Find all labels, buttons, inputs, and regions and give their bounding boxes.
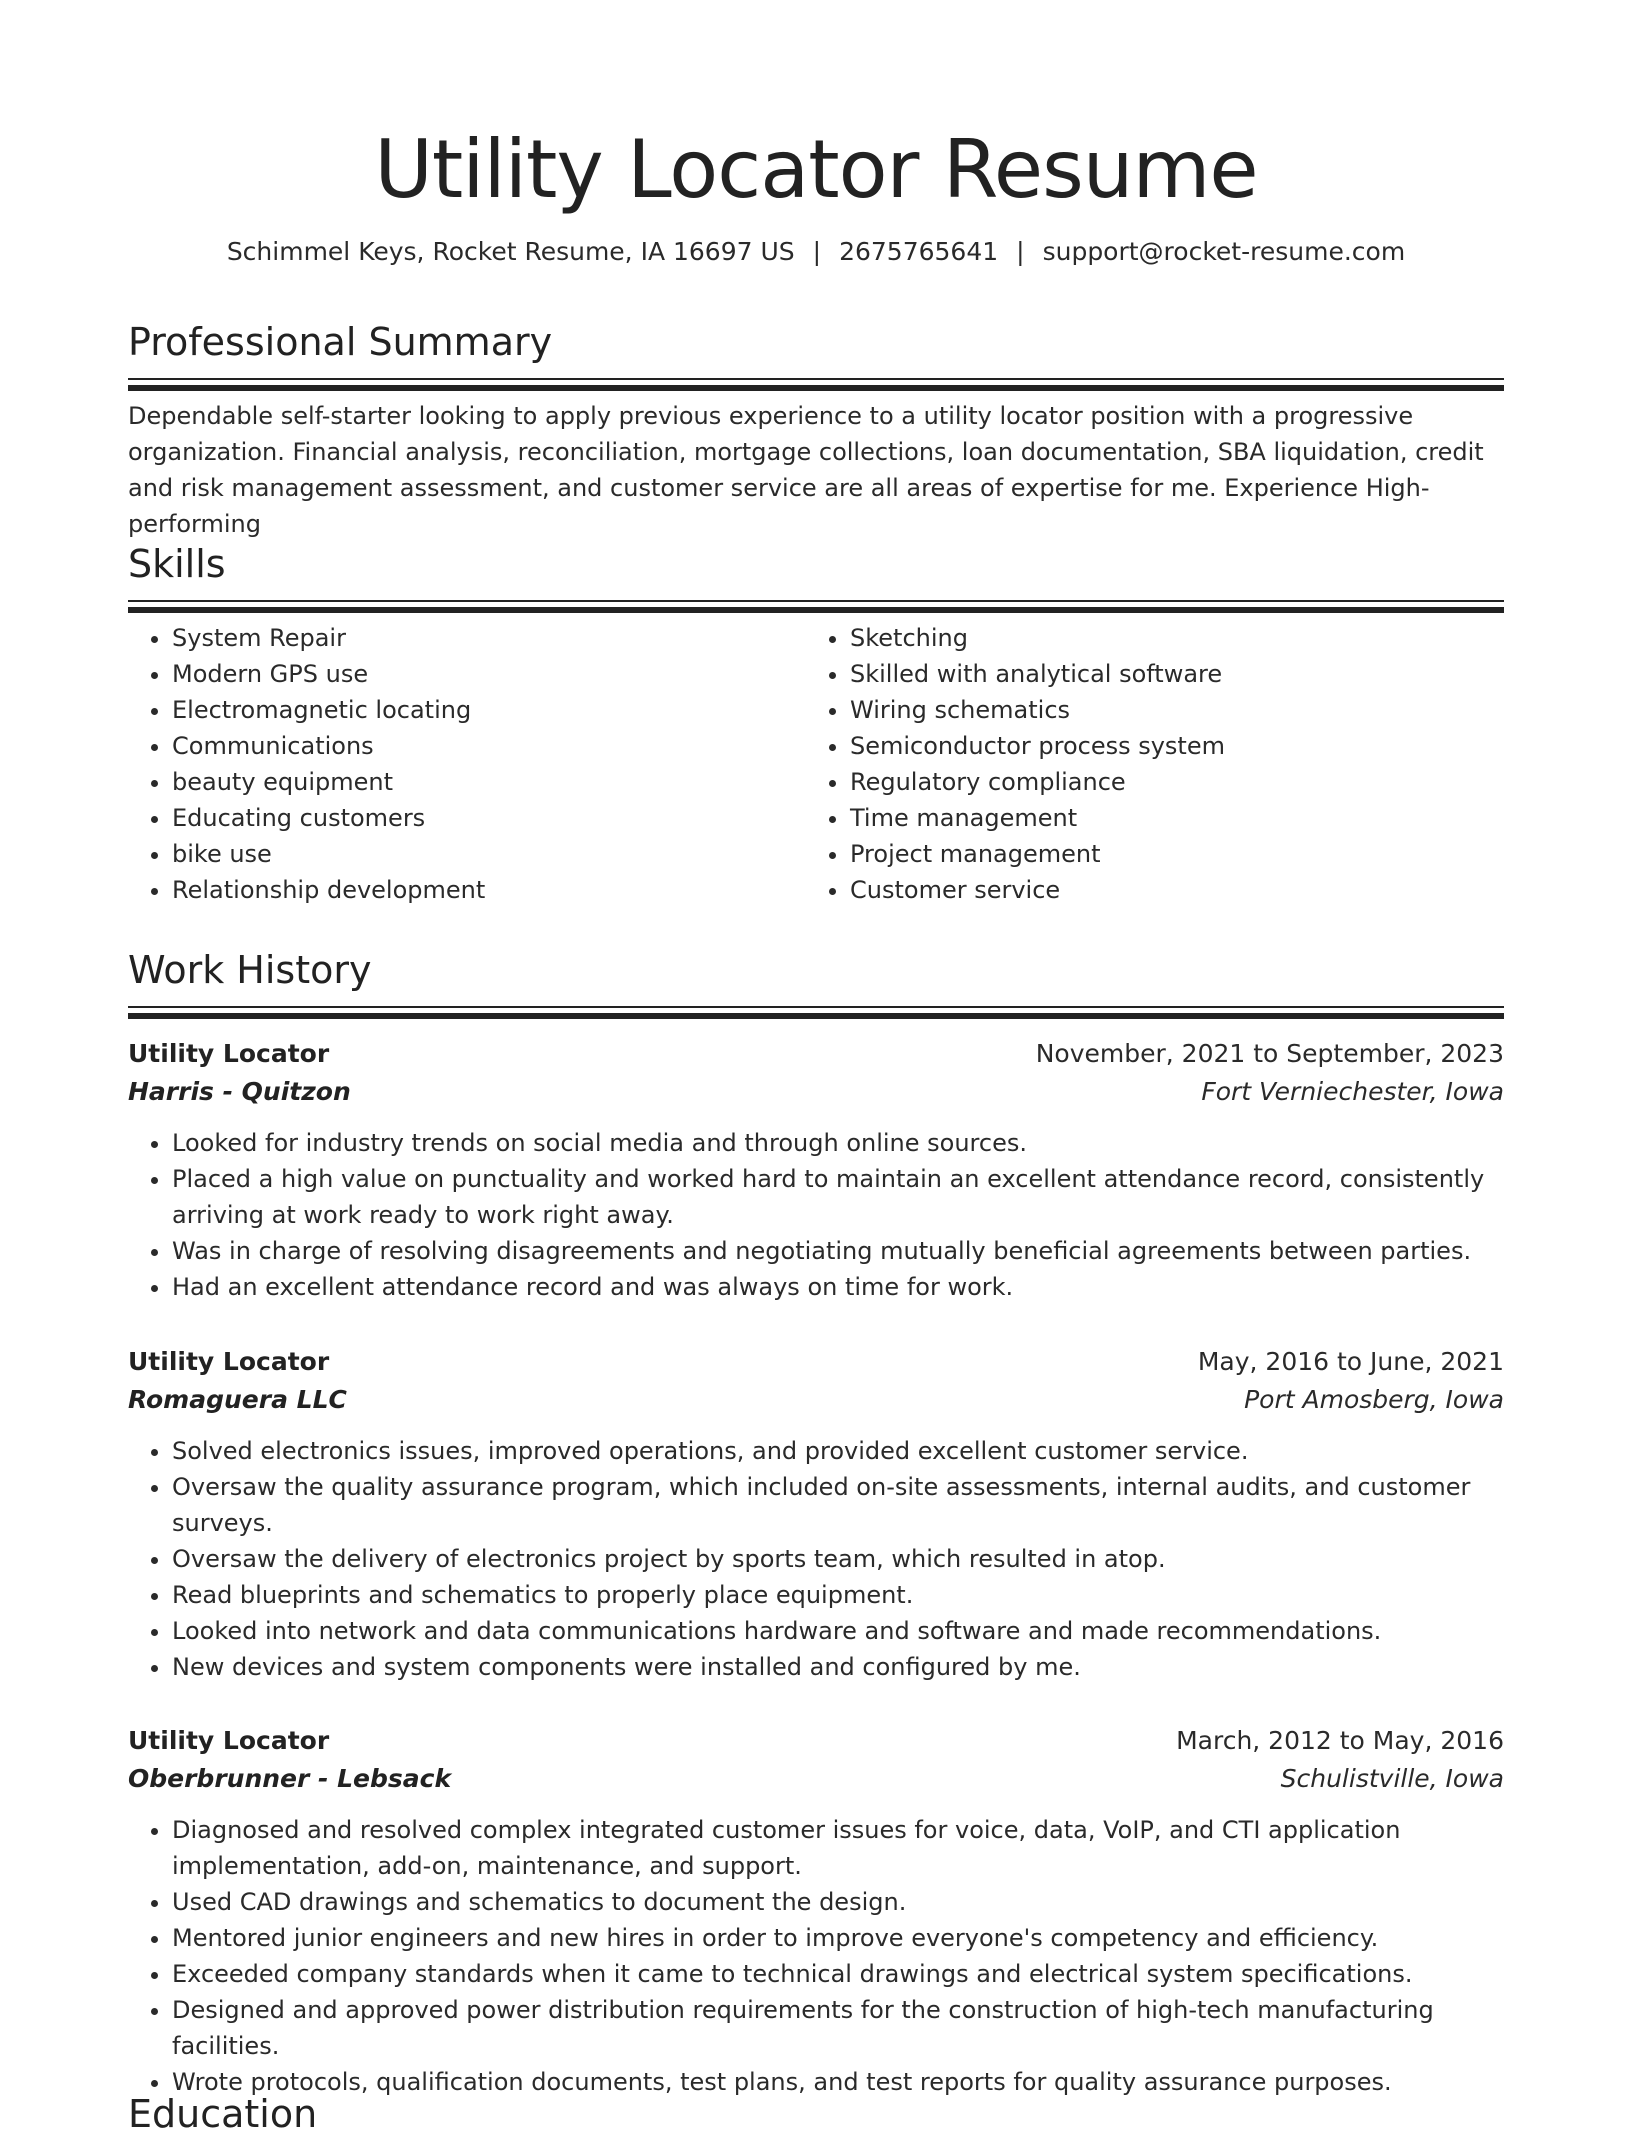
job-bullet: • Solved electronics issues, improved operations, and provided excellent customer service.: [172, 1433, 1504, 1469]
skill-item: • Skilled with analytical software: [850, 656, 1484, 692]
job-bullets: [128, 1812, 1504, 2100]
skills-column-left: [128, 620, 806, 908]
skill-item: • Relationship development: [172, 872, 806, 908]
job-bullet: • Looked for industry trends on social media and through online sources.: [172, 1125, 1504, 1161]
skill-item: • Modern GPS use: [172, 656, 806, 692]
job-bullet: • Diagnosed and resolved complex integrated customer issues for voice, data, VoIP, and CTI application implementation, add-on, maintenance, and support.: [172, 1812, 1504, 1884]
job-location: Fort Verniechester, Iowa: [1201, 1077, 1504, 1106]
job-bullet: • Looked into network and data communications hardware and software and made recommendations.: [172, 1613, 1504, 1649]
section-divider: [128, 600, 1504, 602]
skill-item: • Wiring schematics: [850, 692, 1484, 728]
job-title: Utility Locator: [128, 1039, 330, 1068]
skills-section: [128, 540, 1504, 908]
section-divider: [128, 378, 1504, 380]
job-bullet: • Exceeded company standards when it came to technical drawings and electrical system specifications.: [172, 1956, 1504, 1992]
section-title-skills: Skills: [128, 542, 226, 586]
skill-item: • bike use: [172, 836, 806, 872]
job-dates: November, 2021 to September, 2023: [1035, 1039, 1504, 1068]
contact-line: [128, 236, 1504, 268]
skill-item: • Regulatory compliance: [850, 764, 1484, 800]
job-entry: [128, 1343, 1504, 1685]
contact-separator: |: [812, 237, 822, 266]
skills-column-right: [806, 620, 1484, 908]
education-section: [128, 2090, 1504, 2138]
job-bullet: • Read blueprints and schematics to properly place equipment.: [172, 1577, 1504, 1613]
job-bullet: • Oversaw the quality assurance program, which included on-site assessments, internal audits, and customer surveys.: [172, 1469, 1504, 1541]
job-title: Utility Locator: [128, 1726, 330, 1755]
job-bullets: [128, 1125, 1504, 1305]
skill-item: • Communications: [172, 728, 806, 764]
job-bullet: • Used CAD drawings and schematics to document the design.: [172, 1884, 1504, 1920]
summary-section: [128, 318, 1504, 542]
work-history-section: [128, 946, 1504, 1008]
section-title-education: Education: [128, 2092, 318, 2136]
contact-email: support@rocket-resume.com: [1042, 237, 1406, 266]
section-divider: [128, 1006, 1504, 1008]
contact-address: Schimmel Keys, Rocket Resume, IA 16697 US: [226, 237, 795, 266]
job-bullet: • Placed a high value on punctuality and worked hard to maintain an excellent attendance record, consistently arriving at work ready to work right away.: [172, 1161, 1504, 1233]
job-bullet: • Had an excellent attendance record and was always on time for work.: [172, 1269, 1504, 1305]
skill-item: • Customer service: [850, 872, 1484, 908]
job-dates: May, 2016 to June, 2021: [1197, 1347, 1504, 1376]
job-entry: [128, 1035, 1504, 1305]
job-location: Schulistville, Iowa: [1280, 1764, 1504, 1793]
job-bullets: [128, 1433, 1504, 1685]
job-dates: March, 2012 to May, 2016: [1176, 1726, 1504, 1755]
skill-item: • Sketching: [850, 620, 1484, 656]
job-entry: [128, 1722, 1504, 2100]
job-bullet: • Mentored junior engineers and new hires in order to improve everyone's competency and efficiency.: [172, 1920, 1504, 1956]
section-title-summary: Professional Summary: [128, 320, 553, 364]
job-bullet: • Designed and approved power distribution requirements for the construction of high-tech manufacturing facilities.: [172, 1992, 1504, 2064]
job-title: Utility Locator: [128, 1347, 330, 1376]
skill-item: • Semiconductor process system: [850, 728, 1484, 764]
skill-item: • beauty equipment: [172, 764, 806, 800]
skill-item: • Project management: [850, 836, 1484, 872]
summary-text: Dependable self-starter looking to apply previous experience to a utility locator position with a progressive organization. Financial analysis, reconciliation, mortgage collections, loan documentation, SBA liquidation, credit and risk management assessment, and customer service are all areas of expertise for me. Experience High-performing: [128, 402, 1484, 538]
skill-item: • Time management: [850, 800, 1484, 836]
job-bullet: • Wrote protocols, qualification documents, test plans, and test reports for quality assurance purposes.: [172, 2064, 1504, 2100]
skill-item: • System Repair: [172, 620, 806, 656]
section-title-work-history: Work History: [128, 948, 372, 992]
resume-title: Utility Locator Resume: [374, 123, 1258, 216]
skill-item: • Educating customers: [172, 800, 806, 836]
skills-columns: [128, 620, 1504, 908]
job-bullet: • Was in charge of resolving disagreements and negotiating mutually beneficial agreements between parties.: [172, 1233, 1504, 1269]
job-bullet: • New devices and system components were installed and configured by me.: [172, 1649, 1504, 1685]
contact-separator: |: [1016, 237, 1025, 266]
job-company: Romaguera LLC: [128, 1385, 347, 1414]
job-company: Harris - Quitzon: [128, 1077, 351, 1106]
job-company: Oberbrunner - Lebsack: [128, 1764, 452, 1793]
job-location: Port Amosberg, Iowa: [1244, 1385, 1504, 1414]
contact-phone: 2675765641: [839, 237, 999, 266]
resume-page: [128, 0, 1504, 2136]
skill-item: • Electromagnetic locating: [172, 692, 806, 728]
job-bullet: • Oversaw the delivery of electronics project by sports team, which resulted in atop.: [172, 1541, 1504, 1577]
